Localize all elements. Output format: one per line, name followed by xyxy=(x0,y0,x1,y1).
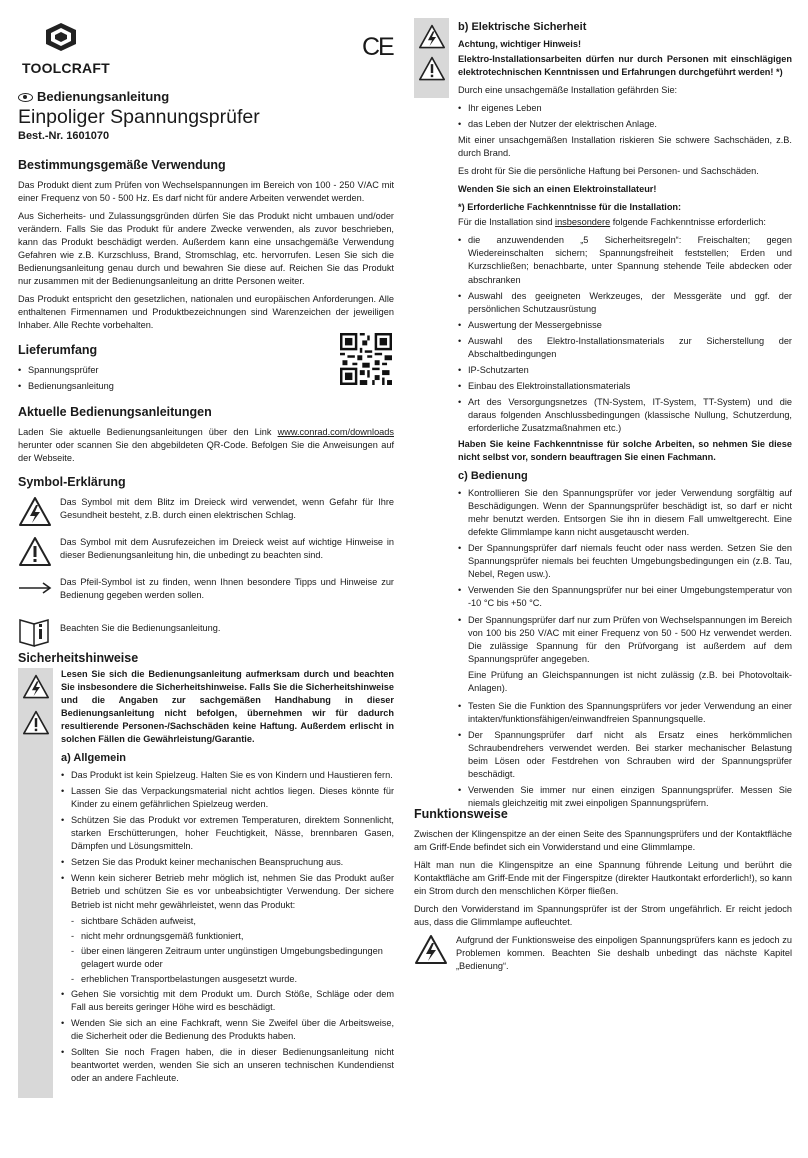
section-sicherheit xyxy=(61,668,394,1088)
heading-sicherheit: Sicherheitshinweise xyxy=(18,651,139,665)
lightning-warning-icon xyxy=(18,496,52,528)
section-bestimmung xyxy=(18,157,394,337)
list-item: • Der Spannungsprüfer darf nur zum Prüfen von Wechselspannungen im Bereich von 100 bis 250 V/AC mit einer Frequenz von 50 - 500 Hz verwendet werden. Die zulässige Spannung für den Prüfvorgang ist außerdem auf dem Spannungsprüfer angegeben. xyxy=(458,614,792,666)
lightning-warning-icon xyxy=(418,24,446,50)
list-item: - über einen längeren Zeitraum unter ungünstigen Umgebungsbedingungen gelagert wurde oder xyxy=(71,945,394,971)
section-lieferumfang xyxy=(18,342,328,396)
heading-symbol: Symbol-Erklärung xyxy=(18,475,126,489)
symbol-text: Das Symbol mit dem Ausrufezeichen im Dreieck weist auf wichtige Hinweise in dieser Bedienungsanleitung hin, die unbedingt zu beachten sind. xyxy=(60,536,394,560)
arrow-right-icon xyxy=(18,576,52,608)
brand-name: TOOLCRAFT xyxy=(22,60,110,77)
order-number: Best.-Nr. 1601070 xyxy=(18,130,110,142)
list-item: - sichtbare Schäden aufweist, xyxy=(71,915,394,928)
list-item: • Gehen Sie vorsichtig mit dem Produkt um. Durch Stöße, Schläge oder dem Fall aus bereits geringer Höhe wird es beschädigt. xyxy=(61,988,394,1014)
heading-bedienung: c) Bedienung xyxy=(458,470,528,483)
qr-code-icon xyxy=(340,333,392,385)
list-item: • Auswertung der Messergebnisse xyxy=(458,319,792,332)
manual-info-icon xyxy=(18,616,52,648)
paragraph: Haben Sie keine Fachkenntnisse für solche Arbeiten, so nehmen Sie diese nicht selbst vor, sondern beauftragen Sie einen Fachmann. xyxy=(458,439,792,463)
list-item: • Bedienungsanleitung xyxy=(18,380,328,393)
paragraph: Es droht für Sie die persönliche Haftung bei Personen- und Sachschäden. xyxy=(458,166,759,177)
download-link[interactable]: www.conrad.com/downloads xyxy=(277,426,394,437)
heading-funktion: Funktionsweise xyxy=(414,807,508,821)
section-aktuell xyxy=(18,404,394,470)
section-funktion xyxy=(414,806,792,981)
list-item: • IP-Schutzarten xyxy=(458,364,792,377)
list-item: - nicht mehr ordnungsgemäß funktioniert, xyxy=(71,930,394,943)
heading-lieferumfang: Lieferumfang xyxy=(18,343,98,357)
heading-bestimmung: Bestimmungsgemäße Verwendung xyxy=(18,158,226,172)
list-item: • Schützen Sie das Produkt vor extremen Temperaturen, direktem Sonnenlicht, starken Erschütterungen, hoher Feuchtigkeit, Nässe, brennbaren Gasen, Dämpfen und Lösungsmitteln. xyxy=(61,814,394,853)
symbol-text: Das Symbol mit dem Blitz im Dreieck wird verwendet, wenn Gefahr für Ihre Gesundheit besteht, z.B. durch einen elektrischen Schlag. xyxy=(60,496,394,520)
paragraph: Durch den Vorwiderstand im Spannungsprüfer ist der Strom ungefährlich. Er reicht jedoch aus, dass die Glimmlampe aufleuchtet. xyxy=(414,904,792,928)
paragraph: Wenden Sie sich an einen Elektroinstallateur! xyxy=(458,184,657,195)
exclamation-warning-icon xyxy=(22,710,50,736)
list-item: • Lassen Sie das Verpackungsmaterial nicht achtlos liegen. Dieses könnte für Kinder zu einem gefährlichen Spielzeug werden. xyxy=(61,785,394,811)
section-elektrisch-top xyxy=(458,20,792,813)
warning-sidebar xyxy=(414,18,449,98)
paragraph: Hält man nun die Klingenspitze an eine Spannung führende Leitung und berührt die Kontaktfläche am Griff-Ende mit der Fingerspitze (direkter Hautkontakt erforderlich!), so kann ein Strom durch den menschlichen Körper fließen. xyxy=(414,859,792,896)
paragraph: Das Produkt dient zum Prüfen von Wechselspannungen im Bereich von 100 - 250 V/AC mit einer Frequenz von 50 - 500 Hz. Es darf nicht für andere Arbeiten verwendet werden. xyxy=(18,179,394,203)
paragraph: Achtung, wichtiger Hinweis! xyxy=(458,38,582,49)
doc-type-label: Bedienungsanleitung xyxy=(37,89,170,104)
list-item: • Wenn kein sicherer Betrieb mehr möglich ist, nehmen Sie das Produkt außer Betrieb und schützen Sie es vor unbeabsichtigter Verwendung. Der sichere Betrieb ist nicht mehr gewährleistet, wenn das Produkt: xyxy=(61,872,394,911)
list-item: • Der Spannungsprüfer darf niemals feucht oder nass werden. Setzen Sie den Spannungsprüfer niemals bei feuchten Umgebungsbedingungen ein (z.B. Tau, Nebel, Regen usw.). xyxy=(458,542,792,581)
toolcraft-logo-icon xyxy=(44,22,78,52)
heading-allgemein: a) Allgemein xyxy=(61,752,126,765)
exclamation-warning-icon xyxy=(418,56,446,82)
list-item: • Auswahl des geeigneten Werkzeuges, der Messgeräte und ggf. der persönlichen Schutzausrüstung xyxy=(458,290,792,316)
list-item: • Testen Sie die Funktion des Spannungsprüfers vor jeder Verwendung an einer intakten/funktionsfähigen/einwandfreien Spannungsquelle. xyxy=(458,700,792,726)
eye-icon xyxy=(18,93,33,102)
paragraph: Laden Sie aktuelle Bedienungsanleitungen über den Link www.conrad.com/downloads herunter oder scannen Sie den abgebildeten QR-Code. Befolgen Sie die Anweisungen auf der Webseite. xyxy=(18,426,394,463)
paragraph: Mit einer unsachgemäßen Installation riskieren Sie schwere Sachschäden, z.B. durch Brand. xyxy=(458,134,792,159)
heading-aktuell: Aktuelle Bedienungsanleitungen xyxy=(18,405,212,419)
list-item: • Spannungsprüfer xyxy=(18,364,328,377)
list-item: • die anzuwendenden „5 Sicherheitsregeln“: Freischalten; gegen Wiedereinschalten sichern; Spannungsfreiheit feststellen; Erden und Kurzschließen; benachbarte, unter Spannung stehende Teile abdecken oder abschranken xyxy=(458,234,792,286)
warning-text: Aufgrund der Funktionsweise des einpoligen Spannungsprüfers kann es jedoch zu Problemen kommen. Beachten Sie deshalb unbedingt das nächste Kapitel „Bedienung“. xyxy=(456,935,792,972)
list-item: • Art des Versorgungsnetzes (TN-System, IT-System, TT-System) und die daraus folgenden Anschlussbedingungen (klassische Nullung, Schutzerdung, erforderliche Zusatzmaßnahmen etc.) xyxy=(458,396,792,435)
warning-sidebar xyxy=(18,668,53,1098)
paragraph: Elektro-Installationsarbeiten dürfen nur durch Personen mit einschlägigen elektrotechnischen Kenntnissen und Erfahrungen durchgeführt werden! *) xyxy=(458,53,792,77)
paragraph: Für die Installation sind insbesondere folgende Fachkenntnisse erforderlich: xyxy=(458,217,766,228)
symbol-text: Das Pfeil-Symbol ist zu finden, wenn Ihnen besondere Tipps und Hinweise zur Bedienung gegeben werden sollen. xyxy=(60,576,394,600)
paragraph: Zwischen der Klingenspitze an der einen Seite des Spannungsprüfers und der Kontaktfläche am Griff-Ende befindet sich ein Vorwiderstand und eine Glimmlampe. xyxy=(414,828,792,852)
list-item: • Auswahl des Elektro-Installationsmaterials zur Sicherstellung der Abschaltbedingungen xyxy=(458,335,792,361)
list-item: • Wenden Sie sich an eine Fachkraft, wenn Sie Zweifel über die Arbeitsweise, die Sicherheit oder die Bedienung des Produkts haben. xyxy=(61,1017,394,1043)
paragraph: Durch eine unsachgemäße Installation gefährden Sie: xyxy=(458,84,678,95)
ce-mark: CE xyxy=(362,33,393,61)
exclamation-warning-icon xyxy=(18,536,52,568)
list-item: • Das Produkt ist kein Spielzeug. Halten Sie es von Kindern und Haustieren fern. xyxy=(61,769,394,782)
paragraph: Eine Prüfung an Gleichspannungen ist nicht zulässig (z.B. bei Photovoltaik-Anlagen). xyxy=(468,669,792,693)
list-item: • Kontrollieren Sie den Spannungsprüfer vor jeder Verwendung sorgfältig auf Beschädigungen. Wenn der Spannungsprüfer beschädigt ist, so darf er nicht mehr benutzt werden. Entsorgen Sie ihn in diesem Fall umweltgerecht. Eine defekte Glimmlampe kann nicht ausgetauscht werden. xyxy=(458,487,792,539)
list-item: - erheblichen Transportbelastungen ausgesetzt wurde. xyxy=(71,973,394,986)
paragraph: Aus Sicherheits- und Zulassungsgründen dürfen Sie das Produkt nicht umbauen und/oder verändern. Falls Sie das Produkt für andere Zwecke verwenden, als zuvor beschrieben, kann das Produkt beschädigt werden. Außerdem kann eine unsachgemäße Verwendung Gefahren wie z.B. Kurzschluss, Brand, Stromschlag, etc. hervorrufen. Lesen Sie sich die Bedienungsanleitung genau durch und bewahren Sie diese auf. Reichen Sie das Produkt nur zusammen mit der Bedienungsanleitung an dritte Personen weiter. xyxy=(18,210,394,287)
symbol-text: Beachten Sie die Bedienungsanleitung. xyxy=(60,622,221,633)
list-item: • Ihr eigenes Leben xyxy=(458,102,792,115)
list-item: • das Leben der Nutzer der elektrischen Anlage. xyxy=(458,118,792,131)
paragraph: *) Erforderliche Fachkenntnisse für die Installation: xyxy=(458,202,682,213)
list-item: • Einbau des Elektroinstallationsmaterials xyxy=(458,380,792,393)
heading-elektrisch: b) Elektrische Sicherheit xyxy=(458,21,587,33)
paragraph: Lesen Sie sich die Bedienungsanleitung aufmerksam durch und beachten Sie insbesondere die Sicherheitshinweise. Falls Sie die Sicherheitshinweise und die Angaben zur sachgemäßen Handhabung in dieser Bedienungsanleitung nicht befolgen, übernehmen wir für dadurch resultierende Personen-/Sachschäden keine Haftung. Außerdem erlischt in solchen Fällen die Gewährleistung/Garantie. xyxy=(61,669,394,745)
list-item: • Verwenden Sie immer nur einen einzigen Spannungsprüfer. Messen Sie niemals gleichzeitig mit zwei einpoligen Spannungsprüfern. xyxy=(458,784,792,810)
list-item: • Sollten Sie noch Fragen haben, die in dieser Bedienungsanleitung nicht beantwortet werden, wenden Sie sich an unseren technischen Kundendienst oder an andere Fachleute. xyxy=(61,1046,394,1085)
lightning-warning-icon xyxy=(414,934,448,966)
list-item: • Der Spannungsprüfer darf nicht als Ersatz eines herkömmlichen Schraubendrehers verwendet werden. Bei starker mechanischer Belastung beim Lösen oder Festdrehen von Schrauben wird der Spannungsprüfer beschädigt. xyxy=(458,729,792,781)
list-item: • Setzen Sie das Produkt keiner mechanischen Beanspruchung aus. xyxy=(61,856,394,869)
list-item: • Verwenden Sie den Spannungsprüfer nur bei einer Umgebungstemperatur von -10 °C bis +50 °C. xyxy=(458,584,792,610)
brand-logo xyxy=(22,22,110,79)
section-symbol xyxy=(18,474,394,656)
page-title: Einpoliger Spannungsprüfer xyxy=(18,106,260,128)
lightning-warning-icon xyxy=(22,674,50,700)
paragraph: Das Produkt entspricht den gesetzlichen, nationalen und europäischen Anforderungen. Alle enthaltenen Firmennamen und Produktbezeichnungen sind Warenzeichen der jeweiligen Inhaber. Alle Rechte vorbehalten. xyxy=(18,294,394,331)
